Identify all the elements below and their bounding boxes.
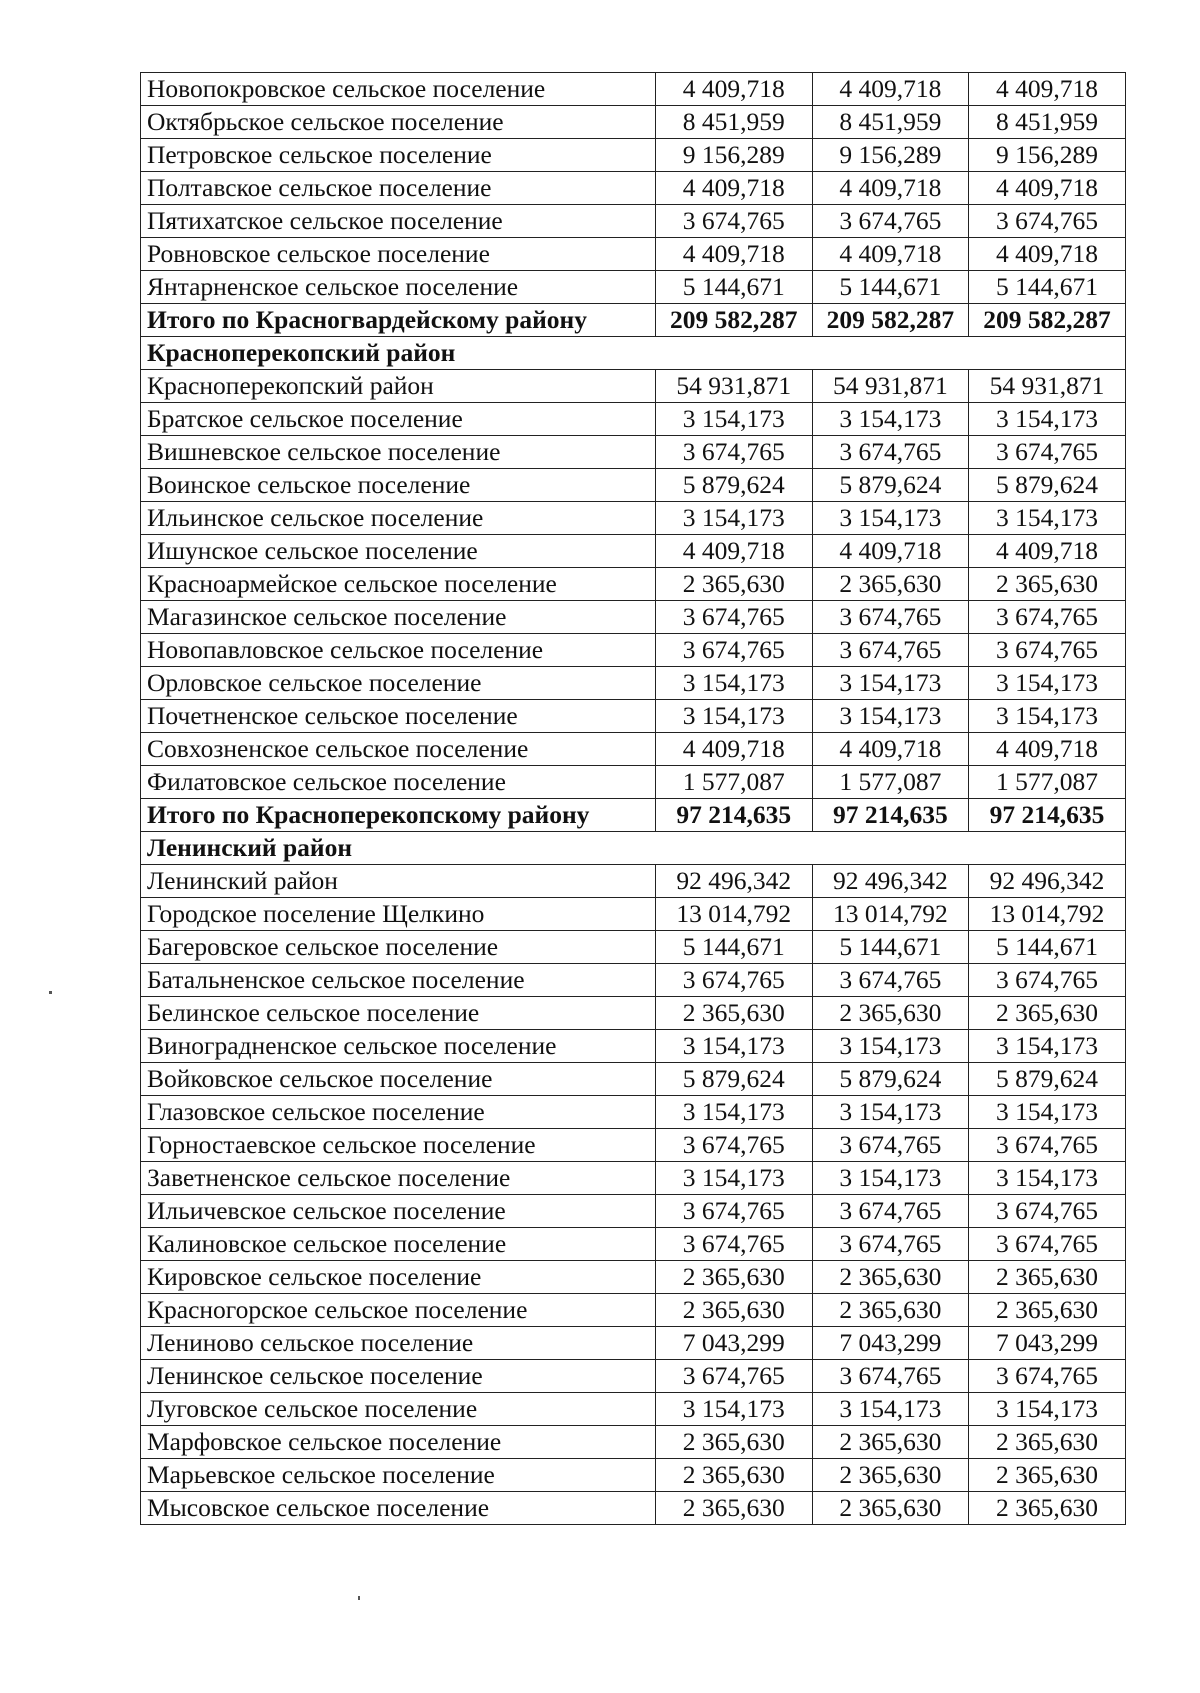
- settlement-name: Ровновское сельское поселение: [141, 238, 656, 271]
- amount-year-1: 3 154,173: [656, 502, 813, 535]
- settlement-name: Глазовское сельское поселение: [141, 1096, 656, 1129]
- amount-year-2: 3 154,173: [812, 700, 969, 733]
- table-row: [141, 403, 1126, 436]
- table-row: [141, 1492, 1126, 1525]
- amount-year-2: 4 409,718: [812, 172, 969, 205]
- amount-year-2: 3 154,173: [812, 1162, 969, 1195]
- amount-year-1: 9 156,289: [656, 139, 813, 172]
- amount-year-1: 3 674,765: [656, 634, 813, 667]
- amount-year-3: 97 214,635: [969, 799, 1126, 832]
- district-header-row: [141, 832, 1126, 865]
- amount-year-3: 4 409,718: [969, 172, 1126, 205]
- amount-year-3: 3 674,765: [969, 1129, 1126, 1162]
- amount-year-3: 3 154,173: [969, 1030, 1126, 1063]
- amount-year-2: 3 154,173: [812, 1393, 969, 1426]
- amount-year-2: 9 156,289: [812, 139, 969, 172]
- amount-year-3: 209 582,287: [969, 304, 1126, 337]
- table-row: [141, 568, 1126, 601]
- amount-year-1: 5 879,624: [656, 1063, 813, 1096]
- total-label: Итого по Красноперекопскому району: [141, 799, 656, 832]
- amount-year-3: 8 451,959: [969, 106, 1126, 139]
- settlement-name: Янтарненское сельское поселение: [141, 271, 656, 304]
- amount-year-3: 2 365,630: [969, 1261, 1126, 1294]
- amount-year-1: 3 674,765: [656, 205, 813, 238]
- scan-speck: [49, 991, 52, 994]
- table-row: [141, 1030, 1126, 1063]
- amount-year-3: 5 144,671: [969, 931, 1126, 964]
- table-row: [141, 1162, 1126, 1195]
- settlement-name: Красноперекопский район: [141, 370, 656, 403]
- settlement-name: Багеровское сельское поселение: [141, 931, 656, 964]
- amount-year-1: 54 931,871: [656, 370, 813, 403]
- amount-year-3: 54 931,871: [969, 370, 1126, 403]
- table-row: [141, 139, 1126, 172]
- district-header: Ленинский район: [141, 832, 1126, 865]
- settlement-name: Лениново сельское поселение: [141, 1327, 656, 1360]
- table-row: [141, 238, 1126, 271]
- amount-year-1: 2 365,630: [656, 1261, 813, 1294]
- amount-year-2: 2 365,630: [812, 568, 969, 601]
- amount-year-3: 5 144,671: [969, 271, 1126, 304]
- settlement-name: Городское поселение Щелкино: [141, 898, 656, 931]
- settlement-name: Белинское сельское поселение: [141, 997, 656, 1030]
- table-row: [141, 1129, 1126, 1162]
- amount-year-2: 5 879,624: [812, 469, 969, 502]
- amount-year-3: 2 365,630: [969, 1294, 1126, 1327]
- table-row: [141, 1228, 1126, 1261]
- table-row: [141, 1294, 1126, 1327]
- amount-year-1: 3 674,765: [656, 436, 813, 469]
- settlement-name: Красногорское сельское поселение: [141, 1294, 656, 1327]
- amount-year-3: 7 043,299: [969, 1327, 1126, 1360]
- settlement-name: Орловское сельское поселение: [141, 667, 656, 700]
- settlement-name: Новопокровское сельское поселение: [141, 73, 656, 106]
- settlement-name: Совхозненское сельское поселение: [141, 733, 656, 766]
- amount-year-1: 2 365,630: [656, 1294, 813, 1327]
- settlement-name: Пятихатское сельское поселение: [141, 205, 656, 238]
- amount-year-3: 3 674,765: [969, 1360, 1126, 1393]
- amount-year-3: 2 365,630: [969, 1459, 1126, 1492]
- amount-year-2: 92 496,342: [812, 865, 969, 898]
- amount-year-1: 4 409,718: [656, 238, 813, 271]
- amount-year-1: 5 144,671: [656, 931, 813, 964]
- settlement-name: Мысовское сельское поселение: [141, 1492, 656, 1525]
- district-total-row: [141, 799, 1126, 832]
- amount-year-3: 5 879,624: [969, 469, 1126, 502]
- amount-year-3: 4 409,718: [969, 535, 1126, 568]
- table-row: [141, 1063, 1126, 1096]
- table-row: [141, 667, 1126, 700]
- amount-year-1: 2 365,630: [656, 568, 813, 601]
- amount-year-3: 3 674,765: [969, 601, 1126, 634]
- amount-year-3: 3 154,173: [969, 667, 1126, 700]
- amount-year-3: 4 409,718: [969, 73, 1126, 106]
- amount-year-1: 3 154,173: [656, 1393, 813, 1426]
- amount-year-3: 3 674,765: [969, 634, 1126, 667]
- amount-year-3: 3 674,765: [969, 1228, 1126, 1261]
- settlement-name: Батальненское сельское поселение: [141, 964, 656, 997]
- amount-year-1: 2 365,630: [656, 1459, 813, 1492]
- amount-year-2: 3 674,765: [812, 964, 969, 997]
- settlement-name: Полтавское сельское поселение: [141, 172, 656, 205]
- amount-year-3: 3 154,173: [969, 1162, 1126, 1195]
- amount-year-2: 7 043,299: [812, 1327, 969, 1360]
- amount-year-3: 2 365,630: [969, 1492, 1126, 1525]
- amount-year-3: 5 879,624: [969, 1063, 1126, 1096]
- amount-year-3: 3 674,765: [969, 436, 1126, 469]
- table-row: [141, 469, 1126, 502]
- amount-year-1: 92 496,342: [656, 865, 813, 898]
- scan-speck: [358, 1596, 360, 1600]
- amount-year-1: 13 014,792: [656, 898, 813, 931]
- amount-year-2: 3 674,765: [812, 1195, 969, 1228]
- amount-year-1: 3 154,173: [656, 1030, 813, 1063]
- amount-year-1: 3 154,173: [656, 667, 813, 700]
- amount-year-1: 3 674,765: [656, 601, 813, 634]
- amount-year-1: 5 879,624: [656, 469, 813, 502]
- amount-year-2: 8 451,959: [812, 106, 969, 139]
- settlement-name: Филатовское сельское поселение: [141, 766, 656, 799]
- settlement-name: Заветненское сельское поселение: [141, 1162, 656, 1195]
- table-row: [141, 1261, 1126, 1294]
- amount-year-2: 3 674,765: [812, 601, 969, 634]
- amount-year-1: 5 144,671: [656, 271, 813, 304]
- table-row: [141, 106, 1126, 139]
- table-row: [141, 1393, 1126, 1426]
- amount-year-1: 8 451,959: [656, 106, 813, 139]
- table-row: [141, 997, 1126, 1030]
- settlement-name: Воинское сельское поселение: [141, 469, 656, 502]
- district-header-row: [141, 337, 1126, 370]
- amount-year-2: 2 365,630: [812, 997, 969, 1030]
- amount-year-3: 3 154,173: [969, 502, 1126, 535]
- amount-year-2: 3 674,765: [812, 1129, 969, 1162]
- settlement-name: Луговское сельское поселение: [141, 1393, 656, 1426]
- settlement-name: Марьевское сельское поселение: [141, 1459, 656, 1492]
- amount-year-3: 3 674,765: [969, 205, 1126, 238]
- table-row: [141, 766, 1126, 799]
- amount-year-2: 2 365,630: [812, 1459, 969, 1492]
- table-row: [141, 73, 1126, 106]
- amount-year-2: 3 674,765: [812, 634, 969, 667]
- settlement-name: Ленинский район: [141, 865, 656, 898]
- table-row: [141, 700, 1126, 733]
- table-row: [141, 502, 1126, 535]
- table-row: [141, 733, 1126, 766]
- amount-year-1: 1 577,087: [656, 766, 813, 799]
- table-row: [141, 436, 1126, 469]
- settlement-name: Горностаевское сельское поселение: [141, 1129, 656, 1162]
- settlement-name: Ильинское сельское поселение: [141, 502, 656, 535]
- amount-year-2: 4 409,718: [812, 238, 969, 271]
- amount-year-1: 2 365,630: [656, 1492, 813, 1525]
- amount-year-3: 2 365,630: [969, 568, 1126, 601]
- settlement-name: Братское сельское поселение: [141, 403, 656, 436]
- settlement-name: Петровское сельское поселение: [141, 139, 656, 172]
- amount-year-3: 3 674,765: [969, 964, 1126, 997]
- amount-year-1: 2 365,630: [656, 1426, 813, 1459]
- amount-year-1: 4 409,718: [656, 73, 813, 106]
- amount-year-1: 4 409,718: [656, 733, 813, 766]
- amount-year-3: 2 365,630: [969, 997, 1126, 1030]
- amount-year-3: 3 154,173: [969, 1393, 1126, 1426]
- table-row: [141, 370, 1126, 403]
- settlement-name: Почетненское сельское поселение: [141, 700, 656, 733]
- amount-year-1: 7 043,299: [656, 1327, 813, 1360]
- amount-year-2: 2 365,630: [812, 1426, 969, 1459]
- amount-year-1: 3 154,173: [656, 403, 813, 436]
- district-total-row: [141, 304, 1126, 337]
- amount-year-2: 3 674,765: [812, 436, 969, 469]
- amount-year-1: 3 674,765: [656, 1129, 813, 1162]
- settlement-name: Войковское сельское поселение: [141, 1063, 656, 1096]
- amount-year-2: 54 931,871: [812, 370, 969, 403]
- amount-year-2: 3 674,765: [812, 1360, 969, 1393]
- amount-year-1: 4 409,718: [656, 535, 813, 568]
- amount-year-1: 2 365,630: [656, 997, 813, 1030]
- table-row: [141, 931, 1126, 964]
- table-row: [141, 1096, 1126, 1129]
- table-row: [141, 1426, 1126, 1459]
- amount-year-1: 3 674,765: [656, 1228, 813, 1261]
- amount-year-2: 97 214,635: [812, 799, 969, 832]
- amount-year-2: 3 154,173: [812, 667, 969, 700]
- amount-year-1: 3 154,173: [656, 1096, 813, 1129]
- amount-year-2: 5 879,624: [812, 1063, 969, 1096]
- amount-year-2: 4 409,718: [812, 535, 969, 568]
- amount-year-3: 3 154,173: [969, 700, 1126, 733]
- table-row: [141, 601, 1126, 634]
- amount-year-3: 4 409,718: [969, 238, 1126, 271]
- table-row: [141, 271, 1126, 304]
- amount-year-1: 209 582,287: [656, 304, 813, 337]
- amount-year-3: 92 496,342: [969, 865, 1126, 898]
- amount-year-2: 5 144,671: [812, 271, 969, 304]
- amount-year-2: 4 409,718: [812, 733, 969, 766]
- table-row: [141, 964, 1126, 997]
- amount-year-2: 3 154,173: [812, 1096, 969, 1129]
- amount-year-1: 4 409,718: [656, 172, 813, 205]
- amount-year-2: 2 365,630: [812, 1294, 969, 1327]
- amount-year-2: 2 365,630: [812, 1492, 969, 1525]
- amount-year-3: 2 365,630: [969, 1426, 1126, 1459]
- amount-year-1: 3 154,173: [656, 700, 813, 733]
- settlement-name: Новопавловское сельское поселение: [141, 634, 656, 667]
- amount-year-3: 1 577,087: [969, 766, 1126, 799]
- table-row: [141, 172, 1126, 205]
- settlement-name: Ильичевское сельское поселение: [141, 1195, 656, 1228]
- table-row: [141, 1459, 1126, 1492]
- amount-year-1: 3 674,765: [656, 1360, 813, 1393]
- budget-table: [140, 72, 1126, 1525]
- settlement-name: Вишневское сельское поселение: [141, 436, 656, 469]
- table-row: [141, 634, 1126, 667]
- district-header: Красноперекопский район: [141, 337, 1126, 370]
- amount-year-2: 3 674,765: [812, 1228, 969, 1261]
- amount-year-1: 3 154,173: [656, 1162, 813, 1195]
- table-row: [141, 1195, 1126, 1228]
- settlement-name: Красноармейское сельское поселение: [141, 568, 656, 601]
- amount-year-2: 3 674,765: [812, 205, 969, 238]
- table-row: [141, 1360, 1126, 1393]
- amount-year-3: 13 014,792: [969, 898, 1126, 931]
- settlement-name: Магазинское сельское поселение: [141, 601, 656, 634]
- amount-year-3: 4 409,718: [969, 733, 1126, 766]
- settlement-name: Калиновское сельское поселение: [141, 1228, 656, 1261]
- amount-year-2: 5 144,671: [812, 931, 969, 964]
- settlement-name: Октябрьское сельское поселение: [141, 106, 656, 139]
- amount-year-2: 3 154,173: [812, 1030, 969, 1063]
- settlement-name: Ленинское сельское поселение: [141, 1360, 656, 1393]
- amount-year-2: 3 154,173: [812, 502, 969, 535]
- total-label: Итого по Красногвардейскому району: [141, 304, 656, 337]
- amount-year-1: 97 214,635: [656, 799, 813, 832]
- amount-year-2: 2 365,630: [812, 1261, 969, 1294]
- settlement-name: Кировское сельское поселение: [141, 1261, 656, 1294]
- table-row: [141, 205, 1126, 238]
- amount-year-3: 3 674,765: [969, 1195, 1126, 1228]
- settlement-name: Виноградненское сельское поселение: [141, 1030, 656, 1063]
- amount-year-1: 3 674,765: [656, 1195, 813, 1228]
- amount-year-3: 3 154,173: [969, 1096, 1126, 1129]
- amount-year-2: 4 409,718: [812, 73, 969, 106]
- amount-year-2: 209 582,287: [812, 304, 969, 337]
- budget-table-body: [141, 73, 1126, 1525]
- amount-year-3: 3 154,173: [969, 403, 1126, 436]
- amount-year-2: 1 577,087: [812, 766, 969, 799]
- settlement-name: Марфовское сельское поселение: [141, 1426, 656, 1459]
- settlement-name: Ишунское сельское поселение: [141, 535, 656, 568]
- amount-year-2: 3 154,173: [812, 403, 969, 436]
- table-row: [141, 865, 1126, 898]
- table-row: [141, 1327, 1126, 1360]
- amount-year-3: 9 156,289: [969, 139, 1126, 172]
- amount-year-2: 13 014,792: [812, 898, 969, 931]
- table-row: [141, 898, 1126, 931]
- table-row: [141, 535, 1126, 568]
- amount-year-1: 3 674,765: [656, 964, 813, 997]
